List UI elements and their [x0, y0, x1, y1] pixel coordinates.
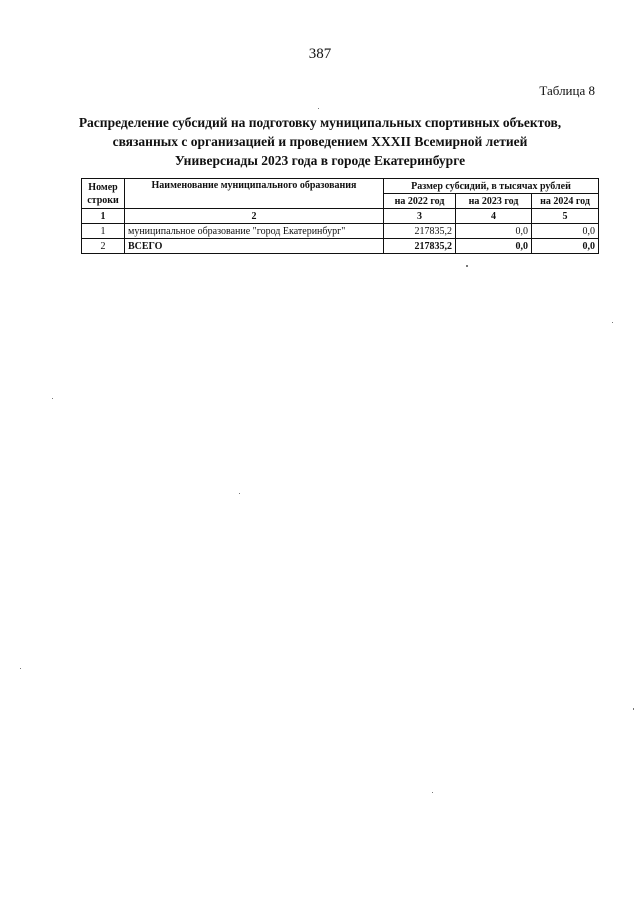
scan-speck [318, 108, 319, 109]
title-line-1: Распределение субсидий на подготовку муниципальных спортивных объектов, [78, 115, 562, 130]
column-number-row [82, 209, 599, 224]
title-line-3: Универсиады 2023 года в городе Екатеринбурге [174, 153, 466, 168]
scan-speck [20, 668, 21, 669]
scan-speck [432, 792, 433, 793]
scan-speck [612, 322, 613, 323]
header-year-2023: на 2023 год [456, 194, 532, 209]
header-subsidy-size: Размер субсидий, в тысячах рублей [384, 179, 599, 194]
header-year-2022: на 2022 год [384, 194, 456, 209]
municipality-name: муниципальное образование "город Екатеринбург" [125, 224, 384, 239]
scan-speck [239, 493, 240, 494]
page-number: 387 [308, 46, 332, 62]
header-row-number-line1: Номер [88, 181, 118, 193]
table-label: Таблица 8 [539, 83, 595, 98]
row-number: 1 [82, 224, 125, 239]
title-line-2: связанных с организацией и проведением XXXII Всемирной летией [112, 134, 528, 149]
header-year-2024: на 2024 год [532, 194, 599, 209]
column-number-5: 5 [532, 209, 599, 224]
total-label: ВСЕГО [125, 239, 384, 254]
total-2023: 0,0 [456, 239, 532, 254]
value-2022: 217835,2 [384, 224, 456, 239]
table-total-row [82, 239, 599, 254]
value-2023: 0,0 [456, 224, 532, 239]
column-number-2: 2 [125, 209, 384, 224]
subsidy-table [81, 178, 599, 254]
column-number-4: 4 [456, 209, 532, 224]
header-row-number-line2: строки [87, 194, 119, 206]
scan-speck [52, 398, 53, 399]
header-row-number [82, 179, 125, 209]
value-2024: 0,0 [532, 224, 599, 239]
table-row [82, 224, 599, 239]
total-2024: 0,0 [532, 239, 599, 254]
scan-speck [633, 708, 634, 710]
column-number-1: 1 [82, 209, 125, 224]
scan-speck [466, 265, 468, 267]
row-number: 2 [82, 239, 125, 254]
document-title [60, 113, 580, 170]
header-municipality: Наименование муниципального образования [125, 179, 384, 209]
table-header-row-1 [82, 179, 599, 194]
total-2022: 217835,2 [384, 239, 456, 254]
column-number-3: 3 [384, 209, 456, 224]
